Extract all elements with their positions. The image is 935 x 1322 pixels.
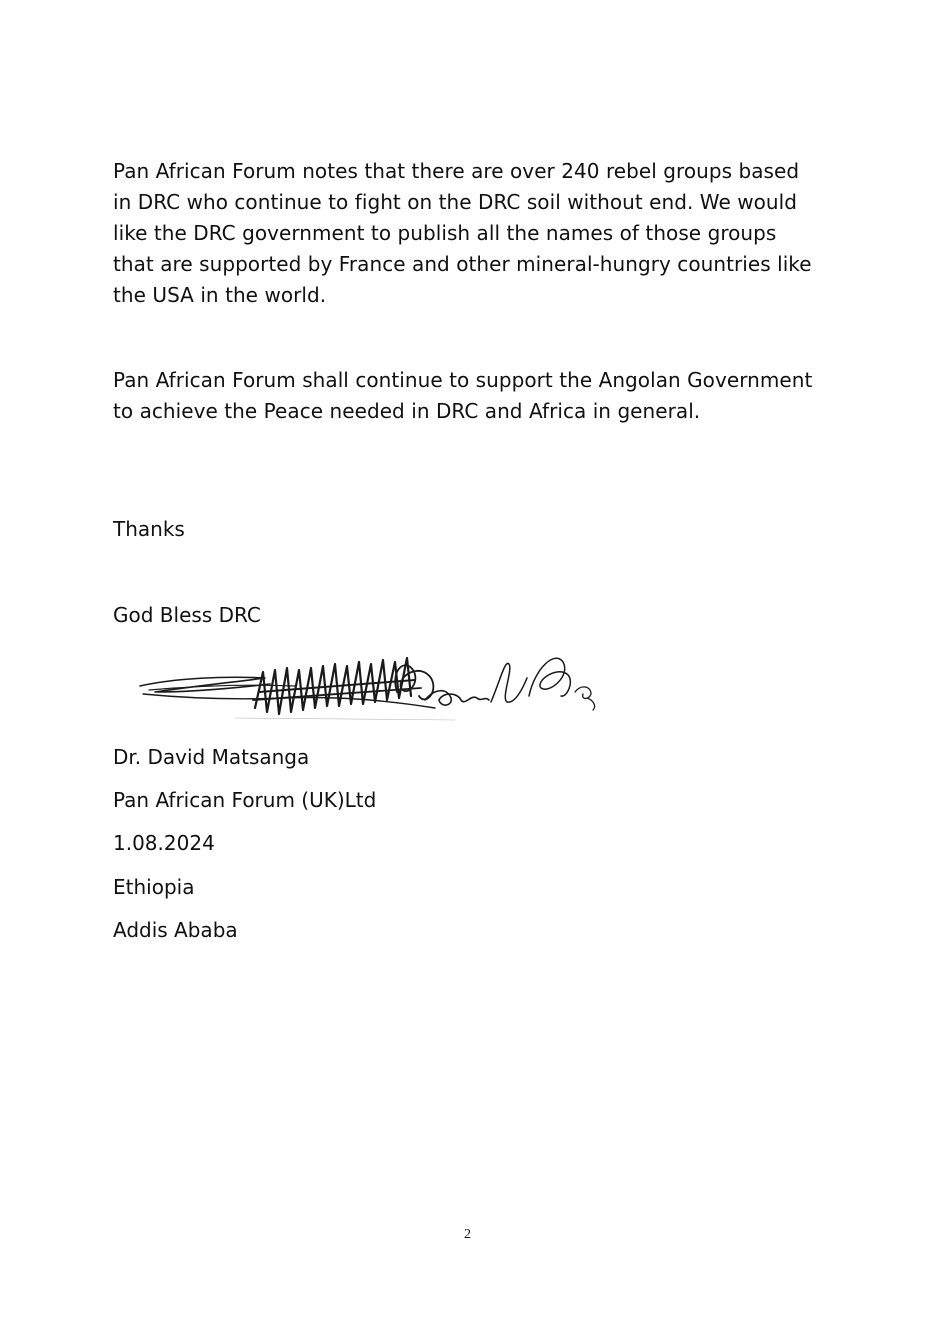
letter-city: Addis Ababa xyxy=(113,918,238,942)
page-number: 2 xyxy=(464,1227,471,1242)
signatory-name: Dr. David Matsanga xyxy=(113,745,310,769)
handwritten-signature-icon xyxy=(135,648,605,724)
letter-country: Ethiopia xyxy=(113,875,195,899)
closing-blessing: God Bless DRC xyxy=(113,603,261,627)
paragraph-angolan-support: Pan African Forum shall continue to support the Angolan Government to achieve the Peace needed in DRC and Africa in general. xyxy=(113,368,813,423)
paragraph-rebel-groups: Pan African Forum notes that there are over 240 rebel groups based in DRC who continue to fight on the DRC soil without end. We would like the DRC government to publish all the names of those groups that are supported by France and other mineral-hungry countries like the USA in the world. xyxy=(113,159,812,307)
letter-date: 1.08.2024 xyxy=(113,831,215,855)
closing-thanks: Thanks xyxy=(113,517,185,541)
signatory-organization: Pan African Forum (UK)Ltd xyxy=(113,788,377,812)
